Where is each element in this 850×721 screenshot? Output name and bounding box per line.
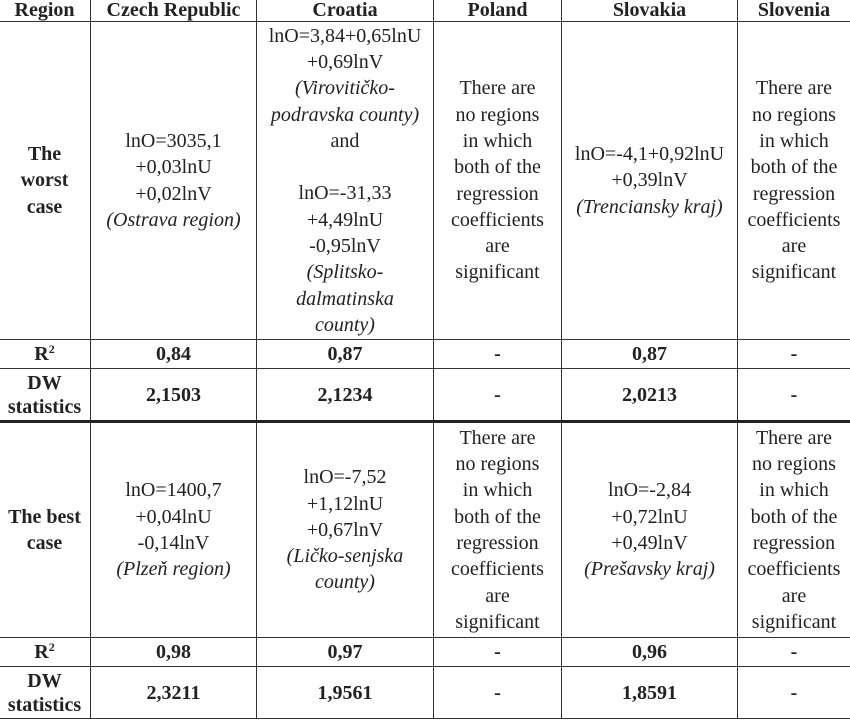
region-name: county) bbox=[315, 571, 375, 594]
dw-label bbox=[0, 369, 91, 422]
r2-value: - bbox=[434, 340, 562, 369]
note-line: significant bbox=[455, 610, 540, 633]
worst-czech-cell bbox=[91, 22, 257, 340]
r2-label bbox=[0, 638, 91, 667]
r2-value: 0,87 bbox=[562, 340, 738, 369]
equation-line: +0,39lnV bbox=[611, 169, 688, 192]
note-line: There are bbox=[755, 426, 833, 449]
note-line: coefficients bbox=[747, 558, 841, 581]
label-line: case bbox=[26, 195, 63, 218]
note-line: significant bbox=[455, 261, 540, 284]
note-line: in which bbox=[462, 479, 533, 502]
note-line: are bbox=[781, 584, 807, 607]
label-line: statistics bbox=[7, 395, 82, 418]
equation-line: +1,12lnU bbox=[306, 492, 384, 515]
label-line: worst bbox=[20, 169, 69, 192]
header-row bbox=[0, 0, 850, 22]
r2-value: 0,96 bbox=[562, 638, 738, 667]
note-line: are bbox=[485, 584, 510, 607]
region-name: (Prešavsky kraj) bbox=[584, 558, 715, 581]
worst-poland-cell bbox=[434, 22, 562, 340]
note-line: no regions bbox=[455, 453, 540, 476]
r2-value: 0,98 bbox=[91, 638, 257, 667]
dw-value: 2,1503 bbox=[91, 369, 257, 422]
worst-r2-row bbox=[0, 340, 850, 369]
equation-line: +0,67lnV bbox=[306, 518, 384, 541]
dw-value: - bbox=[434, 667, 562, 719]
dw-value: 1,8591 bbox=[562, 667, 738, 719]
equation-line: -0,14lnV bbox=[137, 532, 210, 554]
header-slovakia: Slovakia bbox=[562, 0, 738, 22]
worst-slovakia-cell bbox=[562, 22, 738, 340]
best-czech-cell bbox=[91, 422, 257, 638]
note-line: regression bbox=[456, 532, 539, 554]
r2-value: - bbox=[738, 638, 850, 667]
worst-dw-row bbox=[0, 369, 850, 422]
note-line: both of the bbox=[454, 505, 541, 528]
equation-line: +0,03lnU bbox=[135, 156, 212, 179]
dw-label bbox=[0, 667, 91, 719]
label-line: The bbox=[27, 143, 62, 166]
r2-label bbox=[0, 340, 91, 369]
r2-value: - bbox=[738, 340, 850, 369]
note-line: in which bbox=[462, 129, 533, 152]
best-dw-row bbox=[0, 667, 850, 719]
note-line: There are bbox=[459, 77, 536, 100]
region-name: (Ostrava region) bbox=[106, 208, 241, 231]
label-line: The best bbox=[8, 505, 81, 528]
worst-case-label bbox=[0, 22, 91, 340]
label-line: DW bbox=[27, 371, 62, 394]
dw-value: 2,3211 bbox=[91, 667, 257, 719]
note-line: There are bbox=[459, 426, 536, 449]
note-line: coefficients bbox=[451, 558, 544, 581]
note-line: no regions bbox=[455, 103, 540, 126]
worst-slovenia-cell bbox=[738, 22, 850, 340]
conjunction: and bbox=[330, 130, 360, 153]
dw-value: 2,1234 bbox=[257, 369, 434, 422]
dw-value: - bbox=[738, 369, 850, 422]
equation-line: lnO=3,84+0,65lnU bbox=[268, 24, 422, 47]
equation-line: lnO=-2,84 bbox=[608, 479, 691, 502]
equation-line: +4,49lnU bbox=[306, 208, 384, 231]
region-name: (Plzeň region) bbox=[116, 558, 231, 581]
note-line: significant bbox=[751, 610, 837, 633]
equation-line: +0,04lnU bbox=[135, 505, 212, 528]
header-croatia: Croatia bbox=[257, 0, 434, 22]
dw-value: 2,0213 bbox=[562, 369, 738, 422]
spacer bbox=[257, 154, 433, 180]
region-name: (Trenciansky kraj) bbox=[576, 195, 723, 218]
region-name: county) bbox=[315, 313, 375, 336]
note-line: both of the bbox=[454, 156, 541, 179]
r2-superscript: 2 bbox=[48, 640, 55, 654]
best-case-label bbox=[0, 422, 91, 638]
equation-line: lnO=3035,1 bbox=[125, 129, 222, 152]
header-region: Region bbox=[0, 0, 91, 22]
region-name: dalmatinska bbox=[296, 287, 394, 310]
best-r2-row bbox=[0, 638, 850, 667]
header-poland: Poland bbox=[434, 0, 562, 22]
label-line: DW bbox=[27, 669, 62, 692]
label-line: statistics bbox=[7, 693, 82, 716]
label-line: case bbox=[26, 532, 63, 554]
note-line: regression bbox=[456, 182, 539, 205]
region-name: (Ličko-senjska bbox=[286, 545, 404, 568]
note-line: both of the bbox=[750, 505, 838, 528]
note-line: coefficients bbox=[451, 208, 544, 231]
note-line: regression bbox=[752, 532, 836, 554]
note-line: coefficients bbox=[747, 208, 841, 231]
worst-case-row bbox=[0, 22, 850, 340]
best-slovakia-cell bbox=[562, 422, 738, 638]
r2-superscript: 2 bbox=[48, 342, 55, 356]
region-name: podravska county) bbox=[270, 103, 420, 126]
r2-value: - bbox=[434, 638, 562, 667]
note-line: are bbox=[781, 235, 807, 258]
equation-line: +0,72lnU bbox=[611, 505, 688, 528]
r2-text: R bbox=[34, 641, 49, 663]
equation-line: +0,69lnV bbox=[306, 51, 384, 74]
equation-line: +0,02lnV bbox=[135, 182, 212, 205]
dw-value: 1,9561 bbox=[257, 667, 434, 719]
best-case-row bbox=[0, 422, 850, 638]
equation-line: lnO=1400,7 bbox=[125, 479, 222, 502]
worst-croatia-cell bbox=[257, 22, 434, 340]
note-line: no regions bbox=[752, 103, 836, 126]
equation-line: -0,95lnV bbox=[309, 234, 381, 257]
best-poland-cell bbox=[434, 422, 562, 638]
r2-value: 0,97 bbox=[257, 638, 434, 667]
equation-line: +0,49lnV bbox=[611, 532, 688, 554]
note-line: There are bbox=[755, 77, 833, 100]
header-czech-republic: Czech Republic bbox=[91, 0, 257, 22]
dw-value: - bbox=[434, 369, 562, 422]
note-line: are bbox=[485, 235, 510, 258]
equation-line: lnO=-7,52 bbox=[303, 466, 387, 489]
region-name: (Virovitičko- bbox=[295, 77, 395, 100]
note-line: significant bbox=[751, 261, 837, 284]
note-line: in which bbox=[759, 129, 829, 152]
r2-text: R bbox=[34, 343, 49, 365]
note-line: in which bbox=[759, 479, 829, 502]
note-line: regression bbox=[752, 182, 836, 205]
equation-line: lnO=-4,1+0,92lnU bbox=[574, 143, 725, 166]
dw-value: - bbox=[738, 667, 850, 719]
header-slovenia: Slovenia bbox=[738, 0, 850, 22]
equation-line: lnO=-31,33 bbox=[298, 182, 392, 205]
best-slovenia-cell bbox=[738, 422, 850, 638]
note-line: no regions bbox=[752, 453, 836, 476]
region-name: (Splitsko- bbox=[306, 261, 384, 284]
r2-value: 0,87 bbox=[257, 340, 434, 369]
best-croatia-cell bbox=[257, 422, 434, 638]
note-line: both of the bbox=[750, 156, 838, 179]
r2-value: 0,84 bbox=[91, 340, 257, 369]
